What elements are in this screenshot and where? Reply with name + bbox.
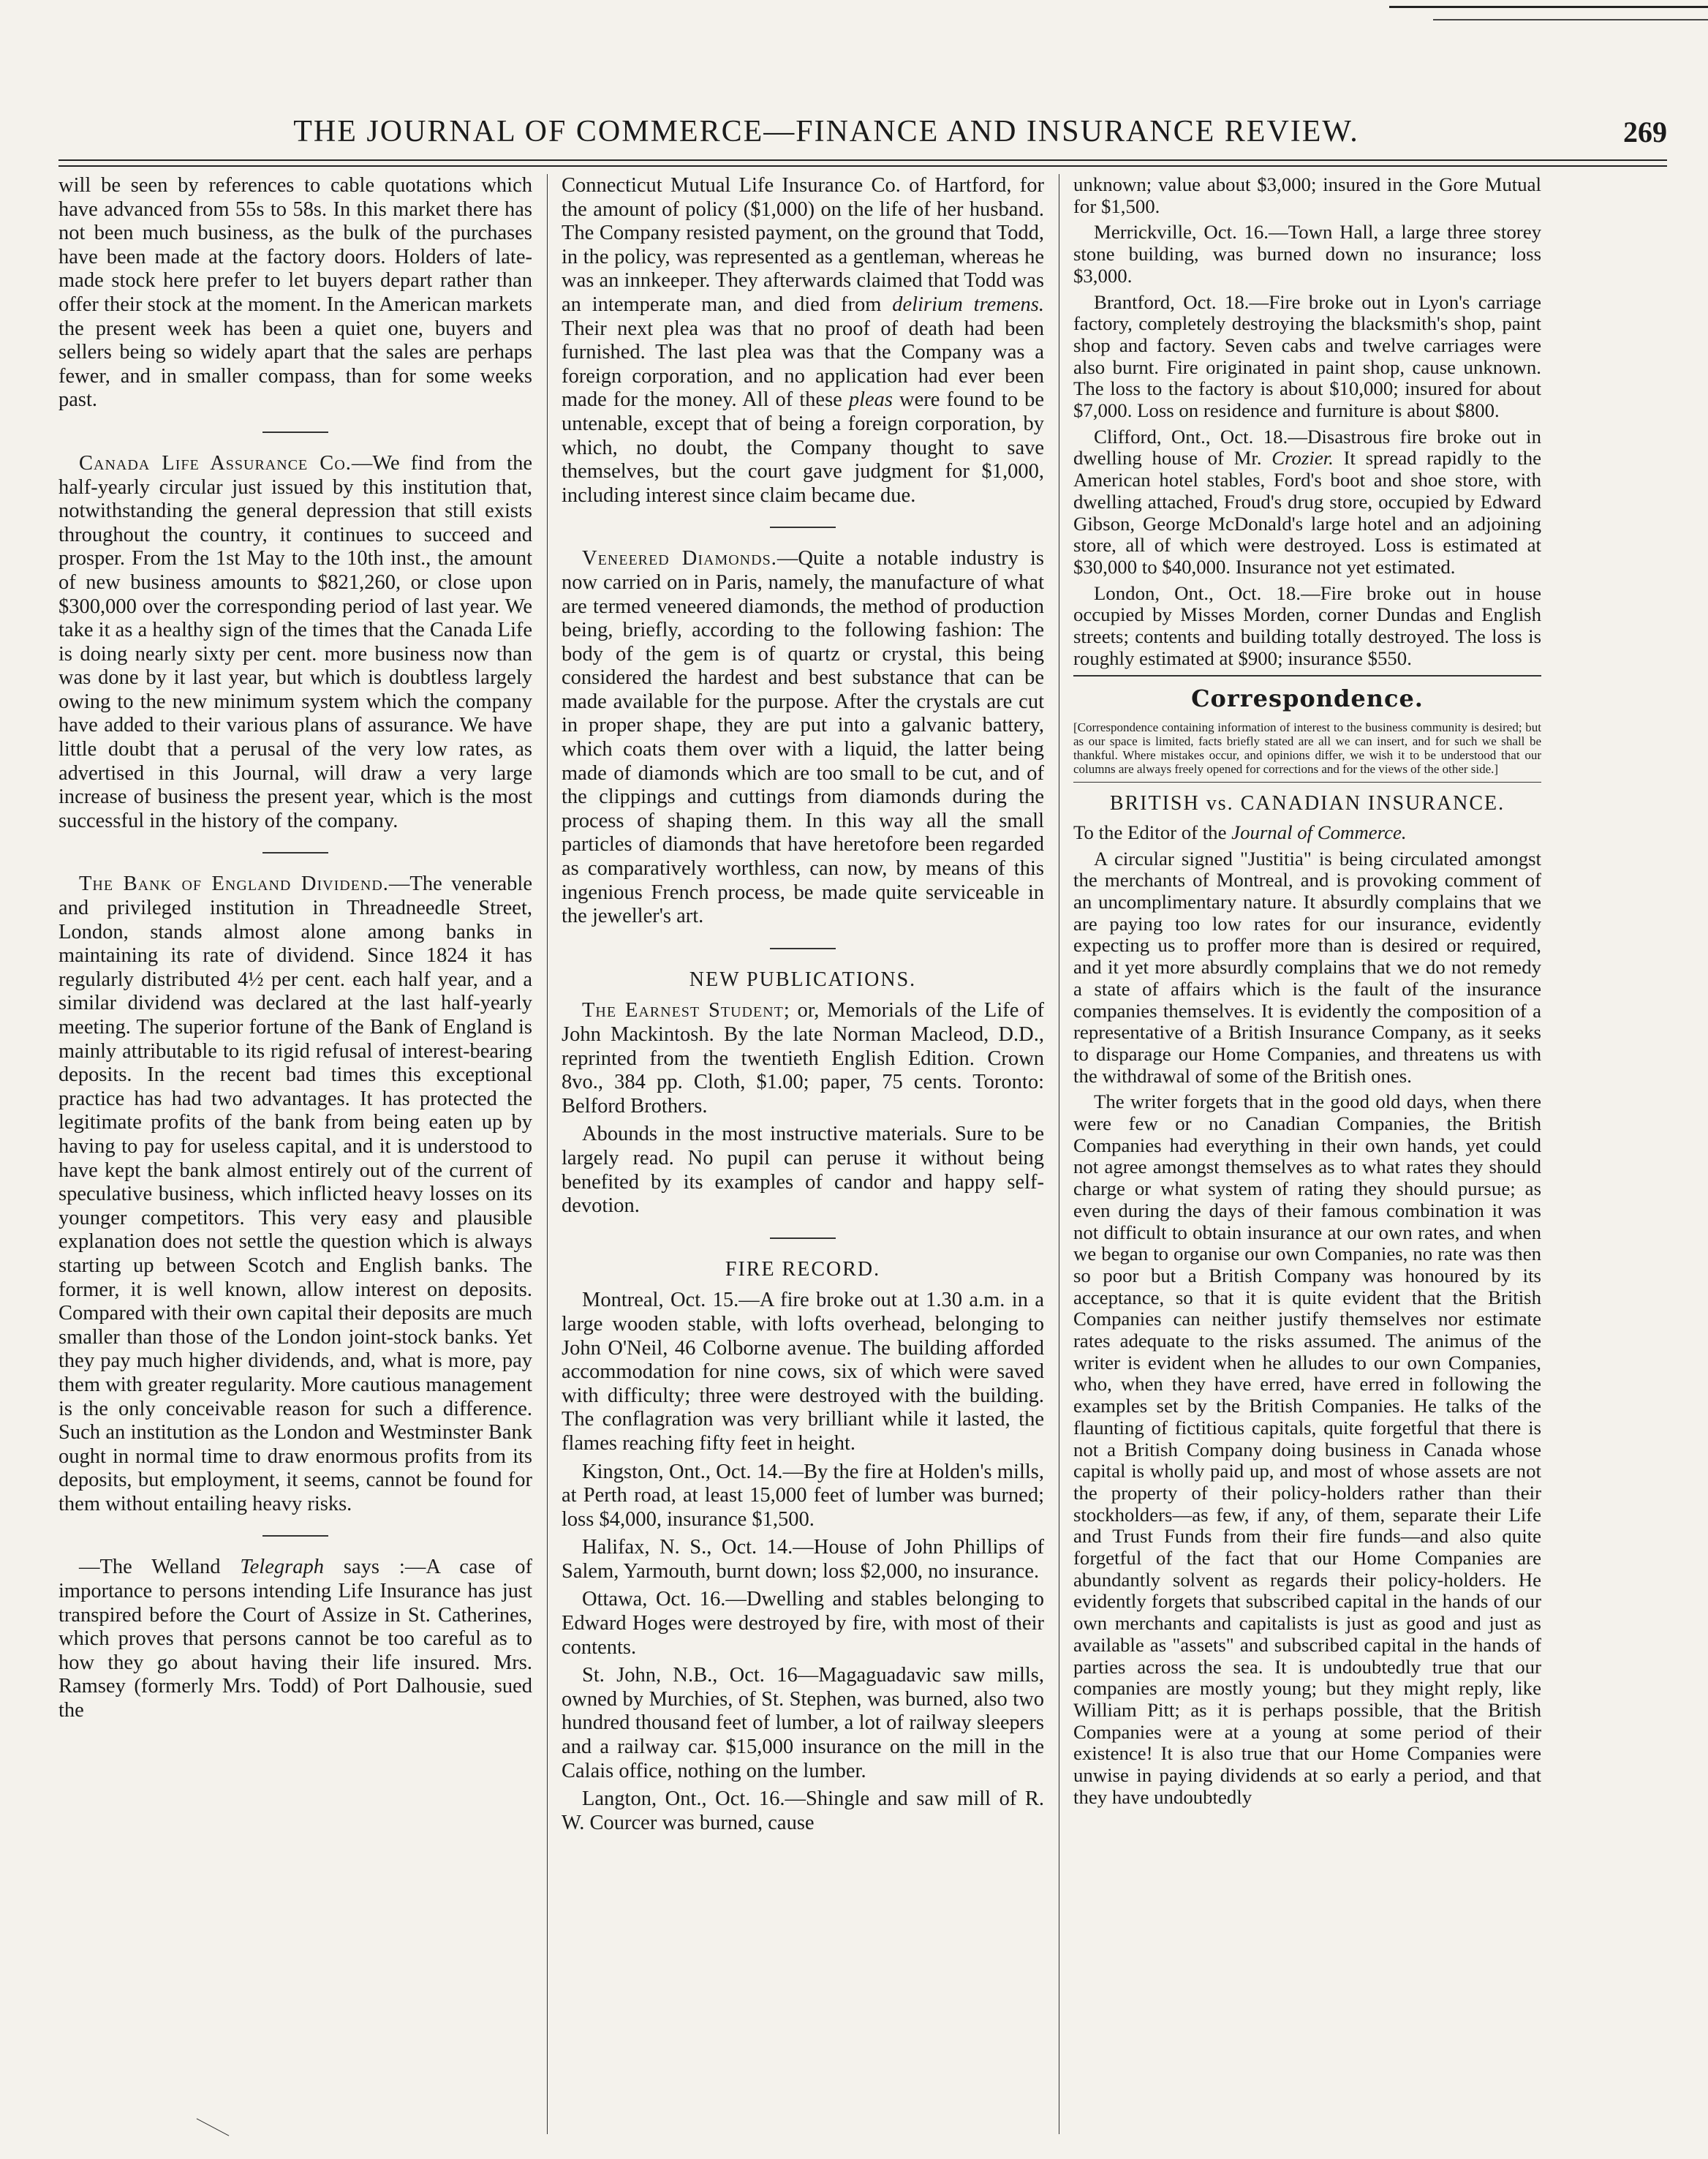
newspaper-name: Telegraph — [240, 1556, 324, 1579]
section-rule — [1073, 782, 1541, 783]
fire-entry-clifford: Clifford, Ont., Oct. 18.—Disastrous fire broke out in dwelling house of Mr. Crozier. It spread rapidly to the American hotel stables, Ford's boot and shoe store, with dwelling attached, Froud's drug store, occupied by Edward Gibson, George McDonald's large hotel and an adjoining store, all of which were destroyed. Loss is estimated at $30,000 to $40,000. Insurance not yet estimated. — [1073, 425, 1541, 578]
to-editor-line: To the Editor of the Journal of Commerce. — [1073, 821, 1407, 843]
separator — [262, 852, 328, 854]
corner-rule-secondary — [1433, 19, 1708, 20]
fire-entry-ottawa: Ottawa, Oct. 16.—Dwelling and stables belonging to Edward Hoges were destroyed by fire, with most of their contents. — [562, 1588, 1044, 1659]
separator — [770, 1237, 836, 1239]
column-1 — [58, 174, 532, 2149]
fire-entry-halifax: Halifax, N. S., Oct. 14.—House of John Phillips of Salem, Yarmouth, burnt down; loss $2,000, no insurance. — [562, 1536, 1044, 1583]
correspondence-heading: Correspondence. — [1191, 685, 1424, 713]
separator — [262, 1535, 328, 1537]
column-3 — [1073, 174, 1541, 2149]
fire-entry-montreal: Montreal, Oct. 15.—A fire broke out at 1.30 a.m. in a large wooden stable, with lofts overhead, belonging to John O'Neil, 46 Colborne avenue. The building afforded accommodation for nine cows, six of which were saved with difficulty; three were destroyed with the building. The conflagration was very brilliant while it lasted, the flames reaching fifty feet in height. — [562, 1289, 1044, 1455]
market-paragraph: will be seen by references to cable quotations which have advanced from 55s to 58s. In this market there has not been much business, as the bulk of the purchases have been made at the factory doors. Holders of late-made stock here prefer to let buyers depart rather than offer their stock at the moment. In the American markets the present week has been a quiet one, buyers and sellers being so widely apart that the sales are perhaps fewer, and in smaller compass, than for some weeks past. — [58, 174, 532, 412]
canada-life-article — [58, 452, 532, 834]
british-vs-canadian-heading: BRITISH vs. CANADIAN INSURANCE. — [1109, 792, 1505, 815]
article-body: —Quite a notable industry is now carried on in Paris, namely, the manufacture of what are termed veneered diamonds, the method of production being, briefly, according to the following fashion: The body of the gem is of quartz or crystal, this being considered the hardest and best substance that can be made available for the purpose. After the crystals are cut in proper shape, they are put into a galvanic battery, which coats them over with a liquid, the latter being made of diamonds which are too small to be cut, and of the clippings and cuttings from diamonds during the process of shaping them. In this way all the small particles of diamonds that have heretofore been regarded as comparatively worthless, can now, by means of this ingenious French process, be made quite serviceable in the jeweller's art. — [562, 547, 1044, 928]
bank-of-england-article — [58, 873, 532, 1516]
earnest-student-review: Abounds in the most instructive materials. Sure to be largely read. No pupil can peruse it without being benefited by its examples of candor and happy self-devotion. — [562, 1123, 1044, 1218]
separator — [262, 432, 328, 433]
earnest-student-entry: The Earnest Student; or, Memorials of the Life of John Mackintosh. By the late Norman Macleod, D.D., reprinted from the twentieth English Edition. Crown 8vo., 384 pp. Cloth, $1.00; paper, 75 cents. Toronto: Belford Brothers. — [562, 999, 1044, 1118]
article-body: —The venerable and privileged institution in Threadneedle Street, London, stands almost alone among banks in maintaining its rate of dividend. Since 1824 it has regularly distributed 4½ per cent. each half year, and a similar dividend was declared at the last half-yearly meeting. The superior fortune of the Bank of England is mainly attributable to its rigid refusal of interest-bearing deposits. In the recent bad times this exceptional practice has had two advantages. It has protected the legitimate profits of the bank from being eaten up by having to pay for useless capital, and it is understood to have kept the bank almost entirely out of the current of speculative business, which inflicted heavy losses on its younger competitors. This very easy and plausible explanation does not settle the question which is always starting up between Scotch and English banks. The former, it is well known, allow interest on deposits. Compared with their own capital their deposits are much smaller than those of the London joint-stock banks. Yet they pay much higher dividends, and, what is more, pay them with greater regularity. More cautious management is the only conceivable reason for such a difference. Such an institution as the London and Westminster Bank ought in normal time to draw enormous profits from its deposits, but employment, it seems, cannot be found for them without entailing heavy risks. — [58, 873, 532, 1515]
fire-entry-langton: Langton, Ont., Oct. 16.—Shingle and saw mill of R. W. Courcer was burned, cause — [562, 1787, 1044, 1834]
header-rule-top — [58, 159, 1667, 161]
separator — [770, 527, 836, 528]
corner-rule — [1389, 6, 1708, 8]
article-body: —We find from the half-yearly circular just issued by this institution that, notwithstanding the general depression that still exists throughout the country, it continues to succeed and prosper. From the 1st May to the 10th inst., the amount of new business amounts to $821,260, or close upon $300,000 over the corresponding period of last year. We take it as a healthy sign of the times that the Canada Life is doing nearly sixty per cent. more business now than was done by it last year, but which is doubtless largely owing to the new minimum system which the company have added to their various plans of assurance. We have little doubt that a perusal of the very low rates, as advertised in this Journal, will draw a very large increase of business the present year, which is the most successful in the history of the company. — [58, 451, 532, 832]
new-publications-heading: NEW PUBLICATIONS. — [689, 968, 917, 991]
welland-article: —The Welland Telegraph says :—A case of importance to persons intending Life Insurance has just transpired before the Court of Assize in St. Catherines, which proves that persons cannot be too careful as to how they go about having their life insured. Mrs. Ramsey (formerly Mrs. Todd) of Port Dalhousie, sued the — [58, 1556, 532, 1722]
column-divider-1 — [547, 174, 548, 2134]
correspondence-note: [Correspondence containing information of interest to the business community is desired; but as our space is limited, facts briefly stated are all we can insert, and for such we shall be thankful. Where mistakes occur, and opinions differ, we wish it to be understood that our columns are always freely opened for corrections and for the views of the other side.] — [1073, 720, 1541, 777]
fire-entry-merrickville: Merrickville, Oct. 16.—Town Hall, a large three storey stone building, was burned down no insurance; loss $3,000. — [1073, 221, 1541, 287]
article-title: The Bank of England Dividend. — [79, 873, 389, 896]
fire-record-heading: FIRE RECORD. — [725, 1257, 881, 1281]
article-title: Veneered Diamonds. — [582, 547, 777, 570]
page-number: 269 — [1623, 115, 1667, 148]
fire-entry-stjohn: St. John, N.B., Oct. 16—Magaguadavic saw mills, owned by Murchies, of St. Stephen, was burned, also two hundred thousand feet of lumber, a lot of railway sleepers and a railway car. $15,000 insurance on the mill in the Calais office, nothing on the lumber. — [562, 1664, 1044, 1782]
veneered-diamonds-article — [562, 547, 1044, 929]
fire-entry-london: London, Ont., Oct. 18.—Fire broke out in house occupied by Misses Morden, corner Dundas and English streets; contents and building totally destroyed. The loss is roughly estimated at $900; insurance $550. — [1073, 581, 1541, 669]
fire-entry-kingston: Kingston, Ont., Oct. 14.—By the fire at Holden's mills, at Perth road, at least 15,000 feet of lumber was burned; loss $4,000, insurance $1,500. — [562, 1460, 1044, 1531]
letter-paragraph-1: A circular signed "Justitia" is being circulated amongst the merchants of Montreal, and is provoking comment of an uncomplimentary nature. It absurdly complains that we are paying too low rates for our insurance, evidently expecting us to proffer more than is desired or required, and it yet more absurdly complains that we do not remedy a state of affairs which is the fault of the insurance companies themselves. It is evidently the composition of a representative of a British Insurance Company, as it seeks to disparage our Home Companies, and threatens us with the withdrawal of some of the British ones. — [1073, 847, 1541, 1087]
fire-entry-langton-continued: unknown; value about $3,000; insured in the Gore Mutual for $1,500. — [1073, 174, 1541, 217]
separator — [770, 948, 836, 949]
article-title: Canada Life Assurance Co. — [79, 451, 352, 475]
page-title: THE JOURNAL OF COMMERCE—FINANCE AND INSURANCE REVIEW. — [293, 115, 1359, 148]
insurance-case-continued: Connecticut Mutual Life Insurance Co. of Hartford, for the amount of policy ($1,000) on the life of her husband. The Company resisted payment, on the ground that Todd, in the policy, was represented as a gentleman, whereas he was an innkeeper. They afterwards claimed that Todd was an intemperate man, and died from delirium tremens. Their next plea was that no proof of death had been furnished. The last plea was that the Company was a foreign corporation, and no application had ever been made for the money. All of these pleas were found to be untenable, except that of being a foreign corporation, by which, no doubt, the Company thought to save themselves, but the court gave judgment for $1,000, including interest since claim became due. — [562, 174, 1044, 507]
column-2 — [562, 174, 1044, 2149]
page-header — [58, 110, 1667, 154]
fire-entry-brantford: Brantford, Oct. 18.—Fire broke out in Lyon's carriage factory, completely destroying the blacksmith's shop, paint shop and factory. Seven cabs and twelve carriages were also burnt. Fire originated in paint shop, cause unknown. The loss to the factory is about $10,000; insured for about $7,000. Loss on residence and furniture is about $800. — [1073, 290, 1541, 422]
header-rule-bottom — [58, 165, 1667, 167]
section-rule — [1073, 675, 1541, 677]
letter-paragraph-2: The writer forgets that in the good old days, when there were few or no Canadian Companies, the British Companies had everything in their own hands, yet could not agree amongst themselves as to what rates they should charge or what system of rating they should pursue; as even during the days of their famous combination it was not difficult to obtain insurance at our own rates, and when we began to organise our own Companies, no rate was then so poor but a British Company was honoured by its acceptance, so that it is quite evident that the British Companies can neither justify themselves nor estimate rates adequate to the risks assumed. The animus of the writer is evident when he alludes to our own Companies, who, when they have erred, have erred in following the examples set by the British Companies. He talks of the flaunting of fictitious capitals, quite forgetful that there is not a British Company doing business in Canada whose capital is wholly paid up, and most of whose assets are not the property of their policy-holders rather than their stockholders—as few, if any, of them, separate their Life and Trust Funds from their fire funds—and also quite forgetful of the fact that our Home Companies are abundantly solvent as regards their policy-holders. He evidently forgets that subscribed capital in the hands of our own merchants and capitalists is just as good and just as available as "assets" and subscribed capital in the hands of parties across the sea. It is undoubtedly true that our companies are mostly young; but they might reply, like William Pitt; as it is perhaps possible, that the British Companies were at a young at some period of their existence! It is also true that our Home Companies were unwise in paying dividends at so early a period, and that they have undoubtedly — [1073, 1090, 1541, 1808]
